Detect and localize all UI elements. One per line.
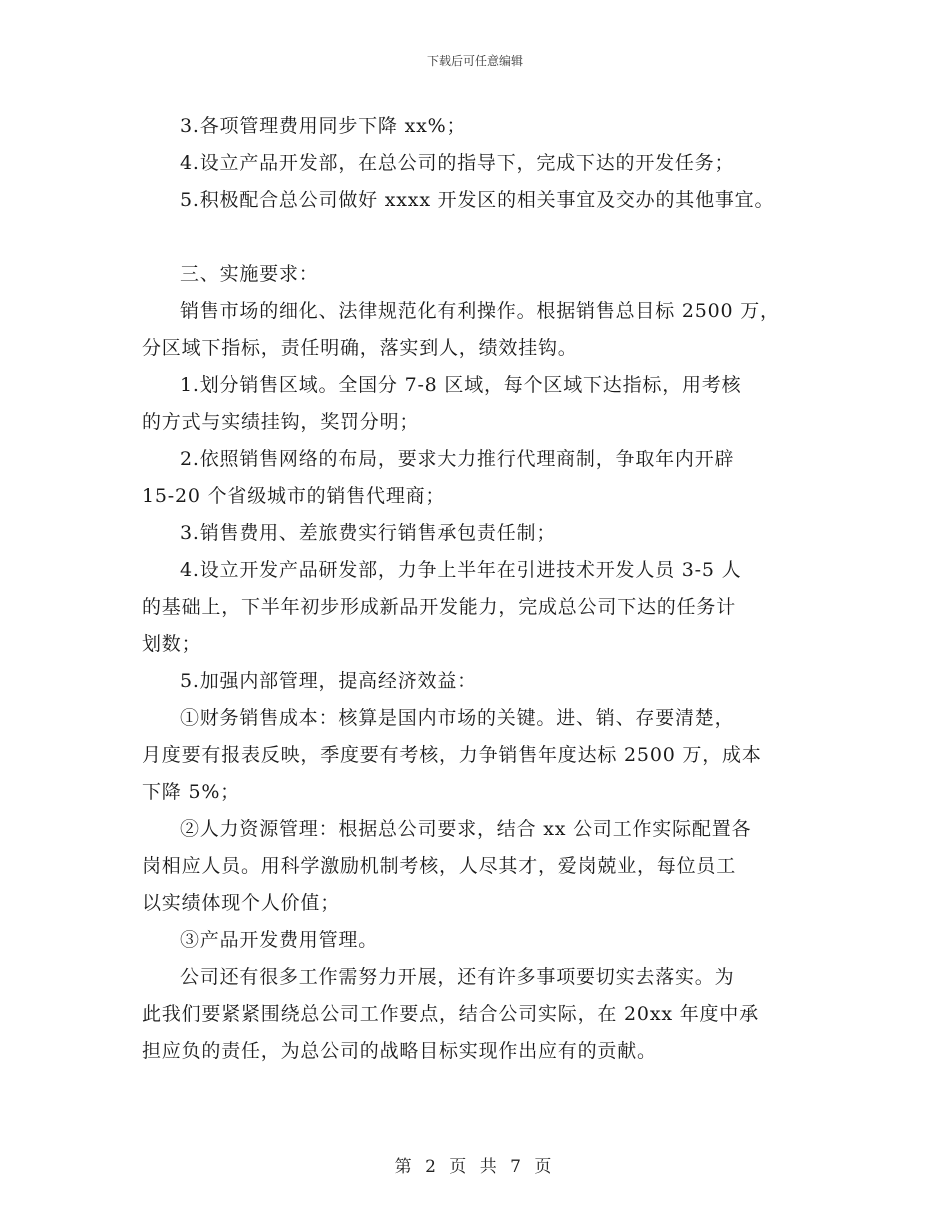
body-line: 此我们要紧紧围绕总公司工作要点，结合公司实际，在 20xx 年度中承 — [142, 1003, 759, 1025]
section-heading: 三、实施要求： — [180, 263, 319, 285]
body-line: 担应负的责任，为总公司的战略目标实现作出应有的贡献。 — [142, 1040, 657, 1062]
body-line: 2.依照销售网络的布局，要求大力推行代理商制，争取年内开辟 — [180, 448, 735, 470]
body-line: 5.加强内部管理，提高经济效益： — [180, 670, 477, 692]
body-line: 3.各项管理费用同步下降 xx%； — [180, 115, 467, 137]
body-line: 销售市场的细化、法律规范化有利操作。根据销售总目标 2500 万， — [180, 300, 780, 322]
body-line: 划数； — [142, 633, 202, 655]
paragraph-gap — [142, 219, 822, 256]
body-line: ①财务销售成本：核算是国内市场的关键。进、销、存要清楚， — [180, 707, 735, 729]
body-line: 4.设立产品开发部，在总公司的指导下，完成下达的开发任务； — [180, 152, 735, 174]
body-line: 的方式与实绩挂钩，奖罚分明； — [142, 411, 420, 433]
body-line: 4.设立开发产品研发部，力争上半年在引进技术开发人员 3-5 人 — [180, 559, 742, 581]
body-line: 岗相应人员。用科学激励机制考核，人尽其才，爱岗兢业，每位员工 — [142, 855, 737, 877]
body-line: 的基础上，下半年初步形成新品开发能力，完成总公司下达的任务计 — [142, 596, 737, 618]
body-line: 15-20 个省级城市的销售代理商； — [142, 485, 446, 507]
body-line: 以实绩体现个人价值； — [142, 892, 341, 914]
body-line: ②人力资源管理：根据总公司要求，结合 xx 公司工作实际配置各 — [180, 818, 752, 840]
body-line: 月度要有报表反映，季度要有考核，力争销售年度达标 2500 万，成本 — [142, 744, 762, 766]
body-line: 3.销售费用、差旅费实行销售承包责任制； — [180, 522, 557, 544]
body-line: 1.划分销售区域。全国分 7-8 区域，每个区域下达指标，用考核 — [180, 374, 742, 396]
body-line: 下降 5%； — [142, 781, 240, 803]
body-line: 公司还有很多工作需努力开展，还有许多事项要切实去落实。为 — [180, 966, 735, 988]
body-line: ③产品开发费用管理。 — [180, 929, 379, 951]
document-body — [142, 108, 822, 1070]
body-line: 5.积极配合总公司做好 xxxx 开发区的相关事宜及交办的其他事宜。 — [180, 189, 775, 211]
page-header: 下载后可任意编辑 — [426, 54, 523, 68]
body-line: 分区域下指标，责任明确，落实到人，绩效挂钩。 — [142, 337, 578, 359]
page-number: 第 2 页 共 7 页 — [394, 1157, 556, 1177]
